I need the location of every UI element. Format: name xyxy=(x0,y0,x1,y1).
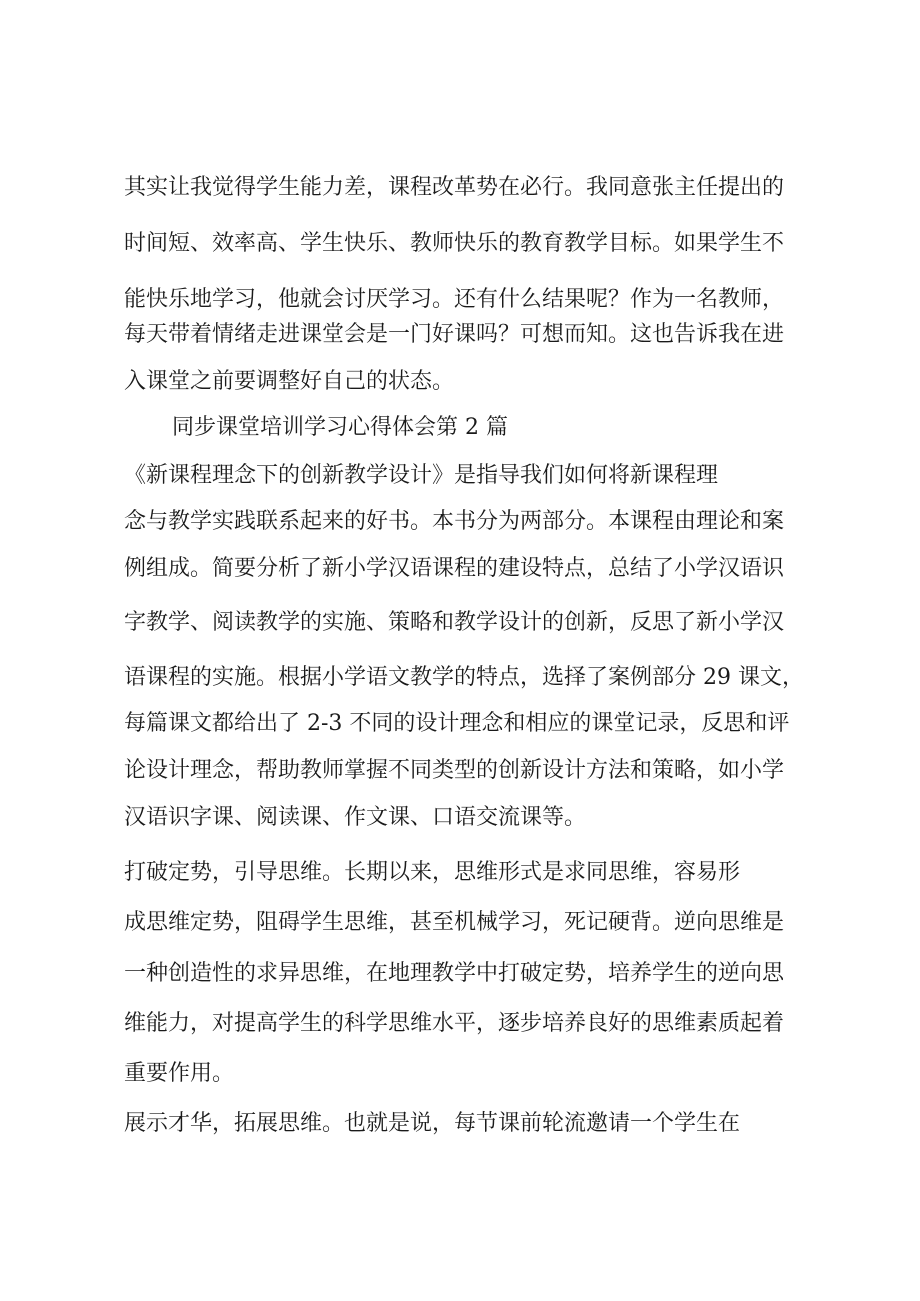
text-line: 入课堂之前要调整好自己的状态。 xyxy=(124,369,455,394)
text-line: 例组成。简要分析了新小学汉语课程的建设特点，总结了小学汉语识 xyxy=(124,556,785,581)
text-line: 时间短、效率高、学生快乐、教师快乐的教育教学目标。如果学生不 xyxy=(124,231,785,256)
text-line: 念与教学实践联系起来的好书。本书分为两部分。本课程由理论和案 xyxy=(124,509,785,534)
text-line: 展示才华，拓展思维。也就是说，每节课前轮流邀请一个学生在 xyxy=(124,1111,741,1136)
text-line: 打破定势，引导思维。长期以来，思维形式是求同思维，容易形 xyxy=(124,860,741,885)
text-line: 能快乐地学习，他就会讨厌学习。还有什么结果呢？作为一名教师， xyxy=(124,287,785,312)
text-line: 字教学、阅读教学的实施、策略和教学设计的创新，反思了新小学汉 xyxy=(124,610,785,635)
text-line: 成思维定势，阻碍学生思维，甚至机械学习，死记硬背。逆向思维是 xyxy=(124,910,785,935)
text-line: 重要作用。 xyxy=(124,1061,235,1086)
text-line: 维能力，对提高学生的科学思维水平，逐步培养良好的思维素质起着 xyxy=(124,1011,785,1036)
text-line: 一种创造性的求异思维，在地理教学中打破定势，培养学生的逆向思 xyxy=(124,961,785,986)
text-line: 汉语识字课、阅读课、作文课、口语交流课等。 xyxy=(124,805,587,830)
text-line: 其实让我觉得学生能力差，课程改革势在必行。我同意张主任提出的 xyxy=(124,175,785,200)
section-heading: 同步课堂培训学习心得体会第 2 篇 xyxy=(172,415,508,440)
text-line: 语课程的实施。根据小学语文教学的特点，选择了案例部分 29 课文， xyxy=(124,665,804,690)
text-line: 《新课程理念下的创新教学设计》是指导我们如何将新课程理 xyxy=(124,463,719,488)
text-line: 论设计理念，帮助教师掌握不同类型的创新设计方法和策略，如小学 xyxy=(124,758,785,783)
text-line: 每天带着情绪走进课堂会是一门好课吗？可想而知。这也告诉我在进 xyxy=(124,322,785,347)
text-line: 每篇课文都给出了 2-3 不同的设计理念和相应的课堂记录，反思和评 xyxy=(124,711,790,736)
